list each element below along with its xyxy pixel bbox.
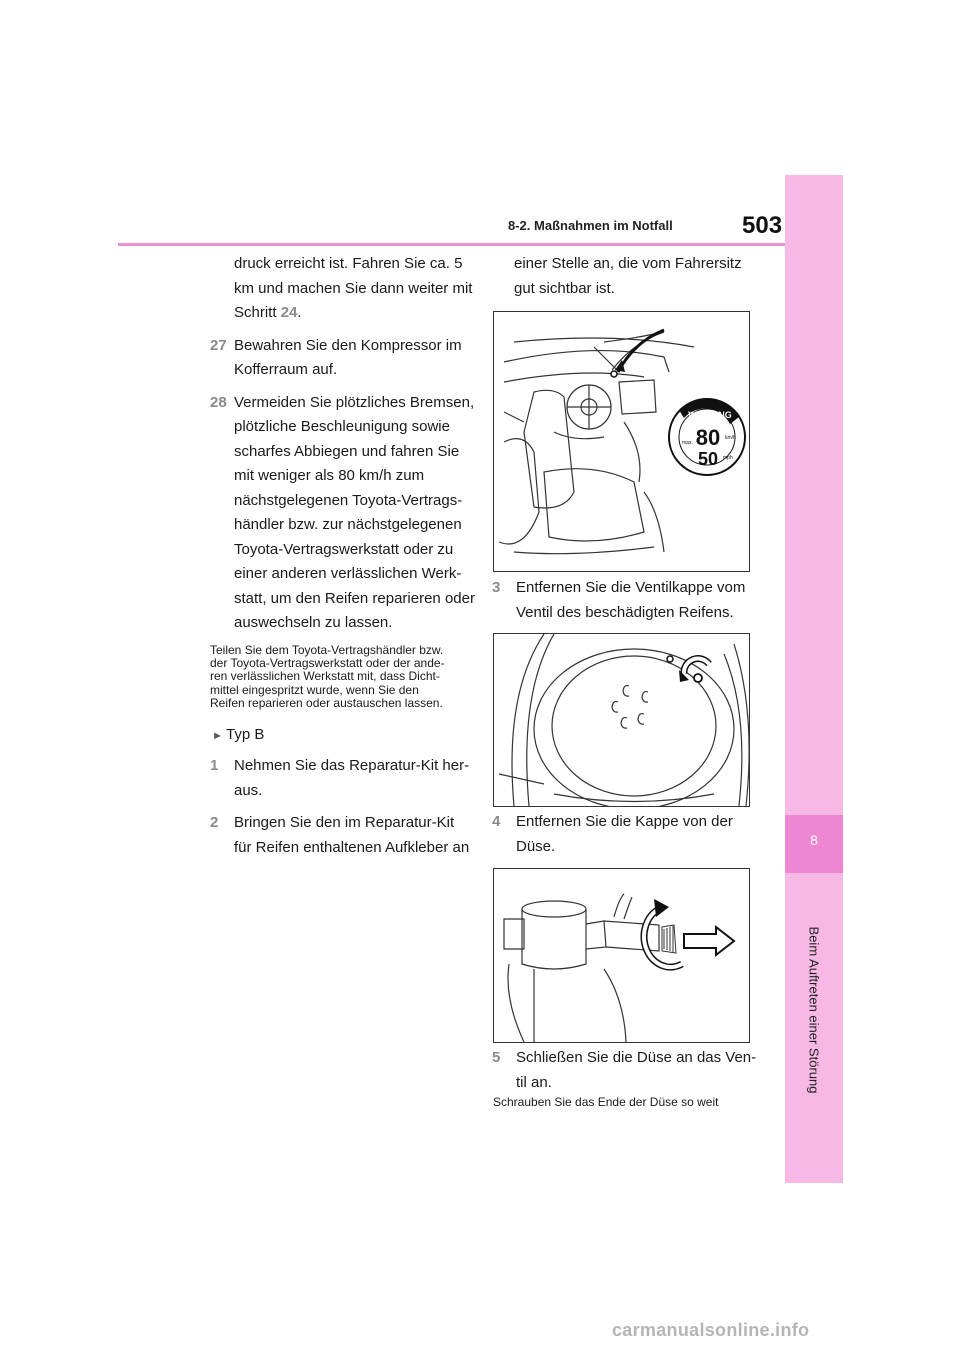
dashboard-illustration <box>494 312 749 571</box>
sticker-max: max. <box>682 440 693 446</box>
step-number: 27 <box>210 336 227 354</box>
triangle-marker-icon: ► <box>212 729 223 742</box>
text-line: mit weniger als 80 km/h zum <box>234 467 425 484</box>
text-line: plötzliche Beschleunigung sowie <box>234 418 450 435</box>
step-3 <box>492 576 762 625</box>
page-number: 503 <box>742 212 783 239</box>
section-title: 8-2. Maßnahmen im Notfall <box>508 218 673 233</box>
text-line: nächstgelegenen Toyota-Vertrags- <box>234 491 463 509</box>
text-line: Entfernen Sie die Ventilkappe vom <box>516 579 746 596</box>
text-line: Vermeiden Sie plötzliches Bremsen, <box>234 393 475 411</box>
text-line: til an. <box>516 1073 552 1091</box>
figure-nozzle <box>493 868 750 1043</box>
text-line: einer Stelle an, die vom Fahrersitz <box>514 255 742 272</box>
sticker-warning-text: WARNING <box>688 410 732 420</box>
step-5 <box>492 1046 762 1095</box>
text-line: Bringen Sie den im Reparatur-Kit <box>234 814 455 832</box>
step-number: 5 <box>492 1049 501 1066</box>
step-number: 3 <box>492 579 501 596</box>
text-line: händler bzw. zur nächstgelegenen <box>234 516 462 533</box>
figure-valve-cap <box>493 633 750 807</box>
speed-warning-sticker <box>669 398 745 475</box>
continued-paragraph <box>210 252 478 326</box>
sticker-speed-kmh: 80 <box>695 425 721 450</box>
text-line: aus. <box>234 781 263 799</box>
text-line: auswechseln zu lassen. <box>234 614 393 631</box>
text-line: gut sichtbar ist. <box>514 279 615 297</box>
text-line: Entfernen Sie die Kappe von der <box>516 813 733 830</box>
header-rule <box>118 243 785 246</box>
sticker-speed-mph: 50 <box>697 449 719 469</box>
step-number: 28 <box>210 393 227 411</box>
text-line: mittel eingespritzt wurde, wenn Sie den <box>210 682 419 697</box>
right-continued-paragraph <box>514 252 764 301</box>
pull-arrow-icon <box>684 927 734 955</box>
step-28 <box>210 391 478 636</box>
valve-cap-icon <box>667 656 673 662</box>
watermark: carmanualsonline.info <box>612 1320 810 1340</box>
text-line: Nehmen Sie das Reparatur-Kit her- <box>234 757 470 775</box>
text-line: der Toyota-Vertragswerkstatt oder der ande- <box>210 655 445 670</box>
text-line: Reifen reparieren oder austauschen lassen. <box>210 696 443 711</box>
wheel-illustration <box>494 634 749 806</box>
step-4 <box>492 810 762 859</box>
text-line: Düse. <box>516 837 556 855</box>
text-line: Schließen Sie die Düse an das Ven- <box>516 1049 757 1066</box>
text-line: Schritt 24. <box>234 304 302 321</box>
text-line: Toyota-Vertragswerkstatt oder zu <box>234 540 454 558</box>
figure-dashboard-sticker <box>493 311 750 572</box>
step-27 <box>210 334 478 383</box>
left-column <box>210 252 478 860</box>
text-line: km und machen Sie dann weiter mit <box>234 279 473 297</box>
note-paragraph <box>210 644 478 711</box>
text-line: ren verlässlichen Werkstatt mit, dass Dicht- <box>210 669 440 684</box>
step-number: 1 <box>210 757 219 775</box>
text-line: Teilen Sie dem Toyota-Vertragshändler bzw. <box>210 642 444 657</box>
valve-stem-icon <box>694 674 702 682</box>
step-number: 4 <box>492 813 501 830</box>
step-1 <box>210 754 478 803</box>
text-line: statt, um den Reifen reparieren oder <box>234 589 475 607</box>
text-line: Bewahren Sie den Kompressor im <box>234 336 462 354</box>
step-number: 2 <box>210 814 219 832</box>
text-line: Kofferraum auf. <box>234 361 338 378</box>
step-2 <box>210 811 478 860</box>
text-line: einer anderen verlässlichen Werk- <box>234 565 462 582</box>
sticker-unit-mph: mph <box>723 455 733 461</box>
text-line: für Reifen enthaltenen Aufkleber an <box>234 838 470 856</box>
step-reference: 24 <box>280 304 298 321</box>
chapter-number: 8 <box>810 832 818 848</box>
step-5-note: Schrauben Sie das Ende der Düse so weit <box>493 1095 719 1109</box>
text-line: druck erreicht ist. Fahren Sie ca. 5 <box>234 255 463 272</box>
sticker-unit-kmh: km/h <box>725 435 736 441</box>
type-heading: ► Typ B <box>210 723 478 749</box>
text-line: scharfes Abbiegen und fahren Sie <box>234 442 460 460</box>
chapter-title: Beim Auftreten einer Störung <box>806 926 822 1094</box>
text-line: Ventil des beschädigten Reifens. <box>516 603 734 621</box>
nozzle-illustration <box>494 869 749 1042</box>
